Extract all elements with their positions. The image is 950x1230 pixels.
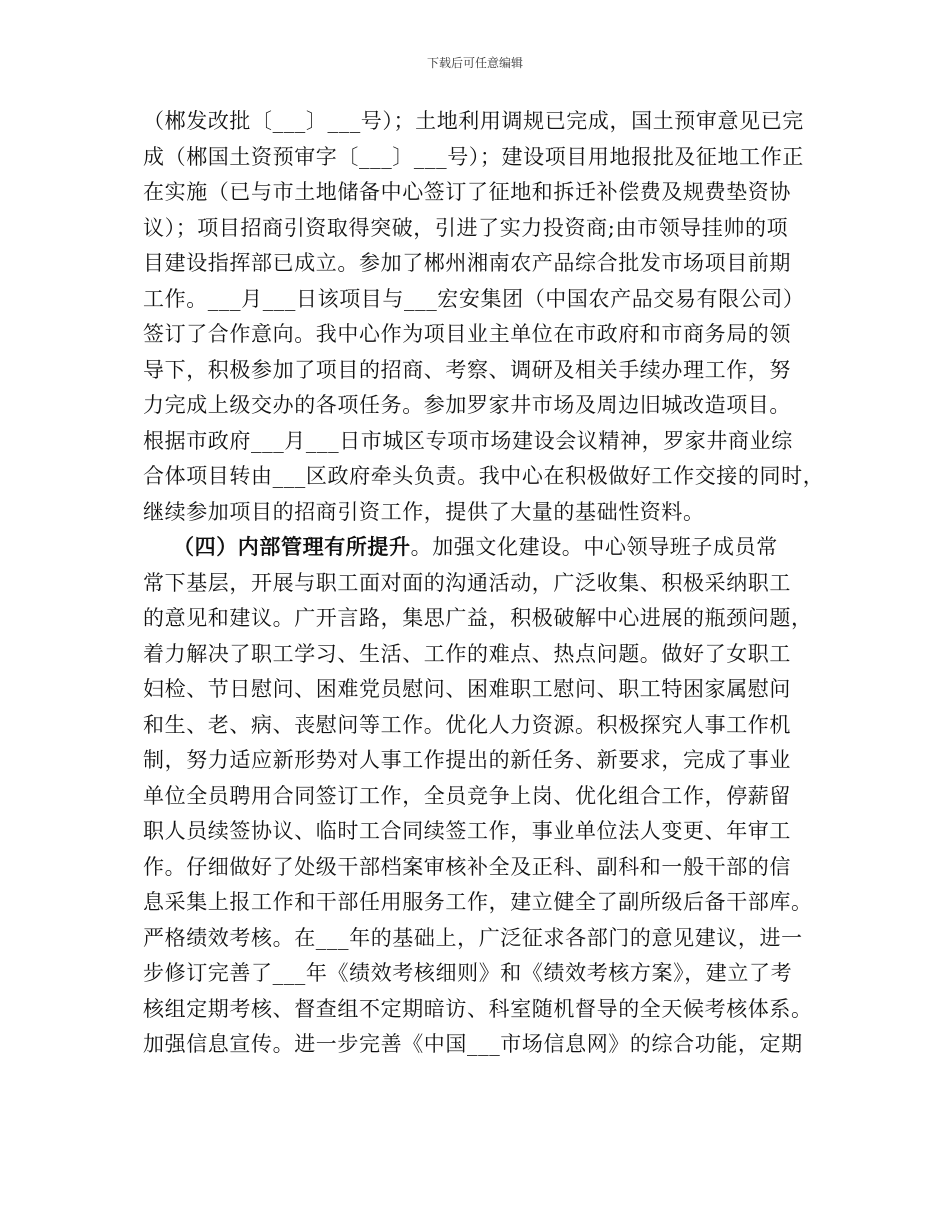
text-line: 单位全员聘用合同签订工作，全员竞争上岗、优化组合工作，停薪留 xyxy=(143,783,791,808)
text-line: 成（郴国土资预审字〔___〕___号）；建设项目用地报批及征地工作正 xyxy=(143,144,804,169)
text-line: 职人员续签协议、临时工合同续签工作，事业单位法人变更、年审工 xyxy=(143,819,791,843)
text-line: 息采集上报工作和干部任用服务工作，建立健全了副所级后备干部库。 xyxy=(143,890,813,914)
text-line: 着力解决了职工学习、生活、工作的难点、热点问题。做好了女职工 xyxy=(143,641,791,666)
text-line: （郴发改批〔___〕___号）；土地利用调规已完成，国土预审意见已完 xyxy=(143,109,804,133)
text-line: 加强信息宣传。进一步完善《中国___市场信息网》的综合功能，定期 xyxy=(143,1032,803,1056)
text-line: 步修订完善了___年《绩效考核细则》和《绩效考核方案》，建立了考 xyxy=(143,961,793,985)
text-line: 目建设指挥部已成立。参加了郴州湘南农产品综合批发市场项目前期 xyxy=(143,251,791,275)
text-line: 导下，积极参加了项目的招商、考察、调研及相关手续办理工作，努 xyxy=(143,357,791,382)
text-line: 核组定期考核、督查组不定期暗访、科室随机督导的全天候考核体系。 xyxy=(143,996,813,1021)
text-line-first xyxy=(143,530,825,566)
text-line: 的意见和建议。广开言路，集思广益，积极破解中心进展的瓶颈问题， xyxy=(143,606,813,630)
page-header: 下载后可任意编辑 xyxy=(426,56,523,70)
paragraph-1 xyxy=(143,104,825,530)
text-line: 力完成上级交办的各项任务。参加罗家井市场及周边旧城改造项目。 xyxy=(143,393,791,417)
text-line: 妇检、节日慰问、困难党员慰问、困难职工慰问、职工特困家属慰问 xyxy=(143,677,791,701)
section-heading: （四）内部管理有所提升 xyxy=(173,535,411,559)
text-line: 议）；项目招商引资取得突破，引进了实力投资商;由市领导挂帅的项 xyxy=(143,215,789,240)
text-line: 合体项目转由___区政府牵头负责。我中心在积极做好工作交接的同时， xyxy=(143,464,825,488)
text-line: 严格绩效考核。在___年的基础上，广泛征求各部门的意见建议，进一 xyxy=(143,925,803,950)
text-line: 制，努力适应新形势对人事工作提出的新任务、新要求，完成了事业 xyxy=(143,748,791,772)
text-line: 和生、老、病、丧慰问等工作。优化人力资源。积极探究人事工作机 xyxy=(143,712,791,737)
text-line: 签订了合作意向。我中心作为项目业主单位在市政府和市商务局的领 xyxy=(143,322,791,346)
text-run: 。加强文化建设。中心领导班子成员常 xyxy=(410,535,778,559)
text-line: 作。仔细做好了处级干部档案审核补全及正科、副科和一般干部的信 xyxy=(143,854,791,879)
paragraph-2 xyxy=(143,530,825,1063)
document-body xyxy=(143,104,825,1063)
text-line: 工作。___月___日该项目与___宏安集团（中国农产品交易有限公司） xyxy=(143,286,805,311)
text-line: 根据市政府___月___日市城区专项市场建设会议精神，罗家井商业综 xyxy=(143,428,793,453)
text-line: 在实施（已与市土地储备中心签订了征地和拆迁补偿费及规费垫资协 xyxy=(143,180,791,204)
text-line: 继续参加项目的招商引资工作，提供了大量的基础性资料。 xyxy=(143,499,705,524)
text-line: 常下基层，开展与职工面对面的沟通活动，广泛收集、积极采纳职工 xyxy=(143,570,791,595)
